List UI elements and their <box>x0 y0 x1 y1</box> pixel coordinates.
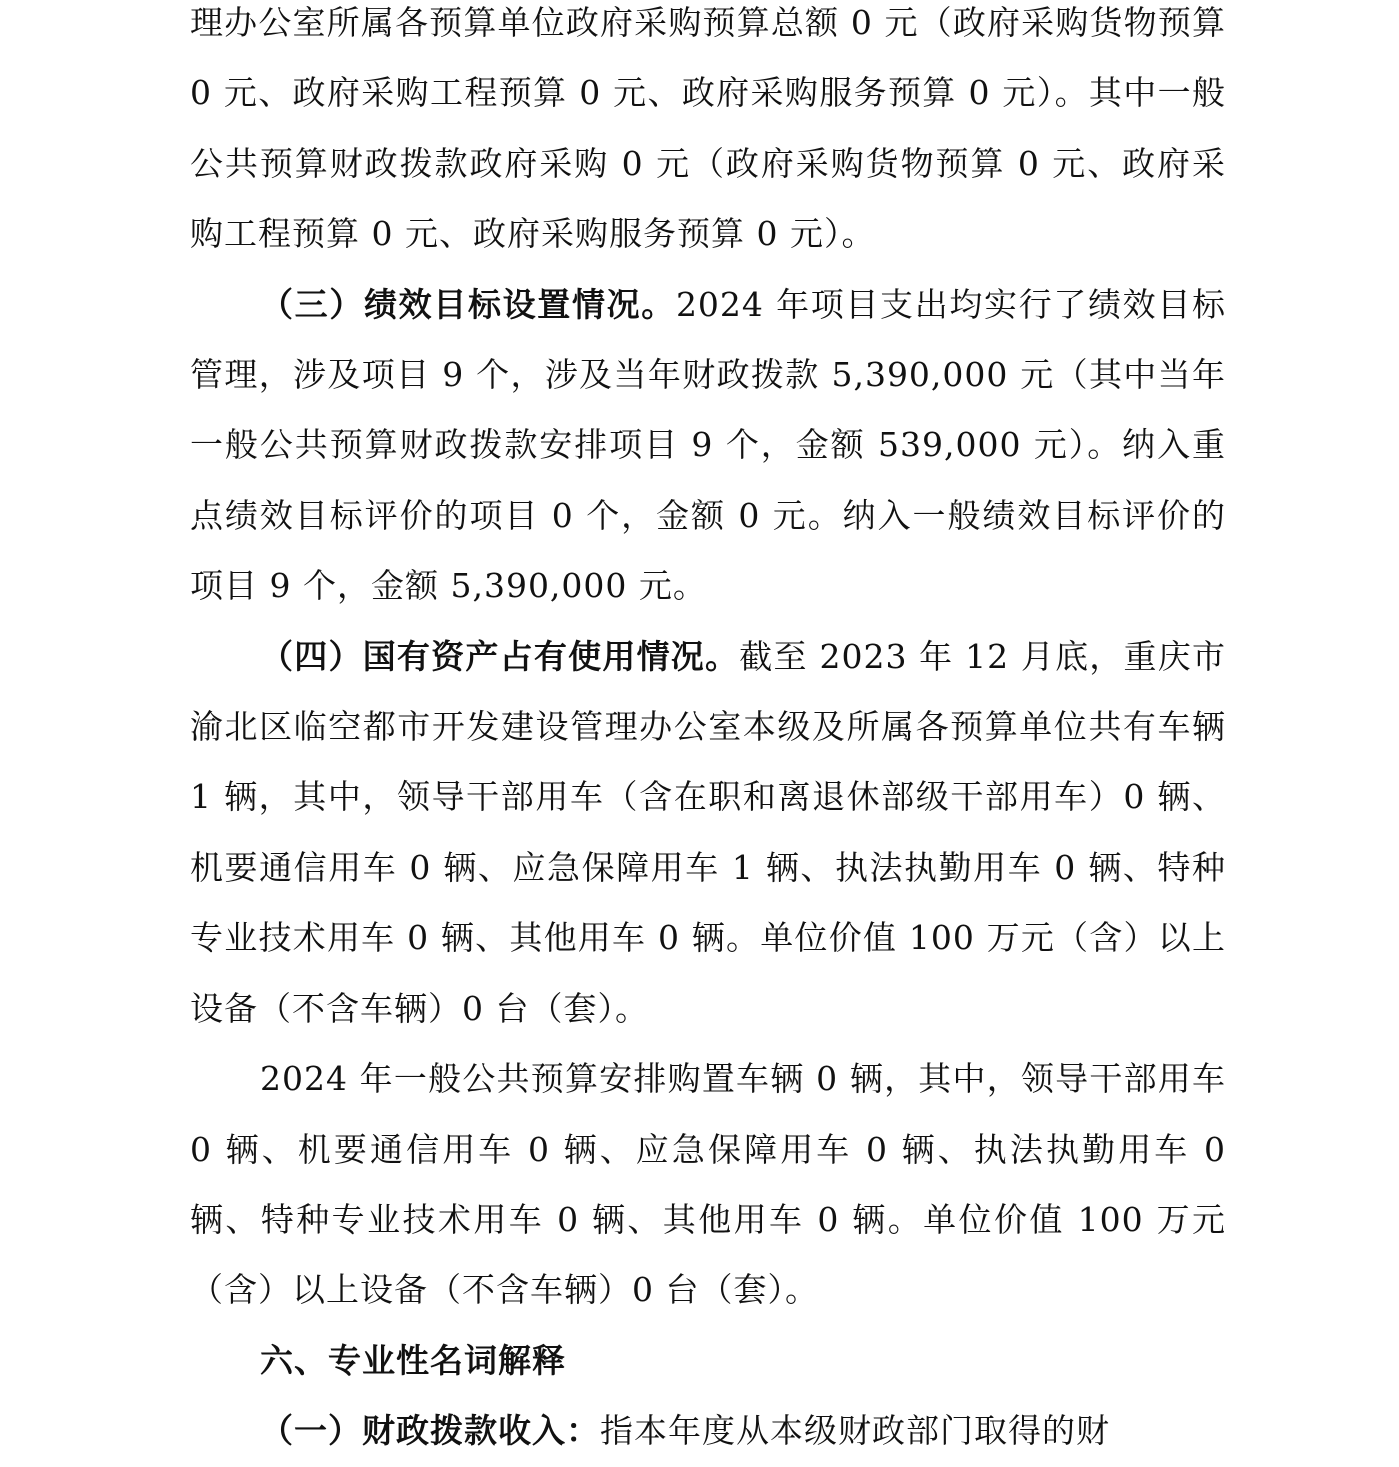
paragraph-fiscal-income-body: 指本年度从本级财政部门取得的财 <box>600 1411 1110 1451</box>
paragraph-performance-targets <box>190 270 1226 622</box>
subheading-state-assets: （四）国有资产占有使用情况。 <box>260 636 740 676</box>
subheading-fiscal-income: （一）财政拨款收入： <box>260 1411 600 1451</box>
document-page <box>190 0 1226 1467</box>
paragraph-state-assets-body: 截至 2023 年 12 月底，重庆市渝北区临空都市开发建设管理办公室本级及所属各预算单位共有车辆 1 辆，其中，领导干部用车（含在职和离退休部级干部用车）0 辆、机要通信用车 0 辆、应急保障用车 1 辆、执法执勤用车 0 辆、特种专业技术用车 0 辆、其他用车 0 辆。单位价值 100 万元（含）以上设备（不含车辆）0 台（套）。 <box>190 636 1226 1028</box>
paragraph-vehicle-purchase: 2024 年一般公共预算安排购置车辆 0 辆，其中，领导干部用车 0 辆、机要通信用车 0 辆、应急保障用车 0 辆、执法执勤用车 0 辆、特种专业技术用车 0 辆、其他用车 0 辆。单位价值 100 万元（含）以上设备（不含车辆）0 台（套）。 <box>190 1059 1226 1310</box>
paragraph-state-assets <box>190 622 1226 1044</box>
section-heading-terms: 六、专业性名词解释 <box>260 1340 566 1380</box>
paragraph-performance-targets-body: 2024 年项目支出均实行了绩效目标管理，涉及项目 9 个，涉及当年财政拨款 5,390,000 元（其中当年一般公共预算财政拨款安排项目 9 个，金额 539,000 元）。纳入重点绩效目标评价的项目 0 个，金额 0 元。纳入一般绩效目标评价的项目 9 个，金额 5,390,000 元。 <box>190 284 1226 606</box>
subheading-performance-targets: （三）绩效目标设置情况。 <box>260 284 676 324</box>
paragraph-procurement: 理办公室所属各预算单位政府采购预算总额 0 元（政府采购货物预算 0 元、政府采购工程预算 0 元、政府采购服务预算 0 元）。其中一般公共预算财政拨款政府采购 0 元（政府采购货物预算 0 元、政府采购工程预算 0 元、政府采购服务预算 0 元）。 <box>190 3 1226 254</box>
